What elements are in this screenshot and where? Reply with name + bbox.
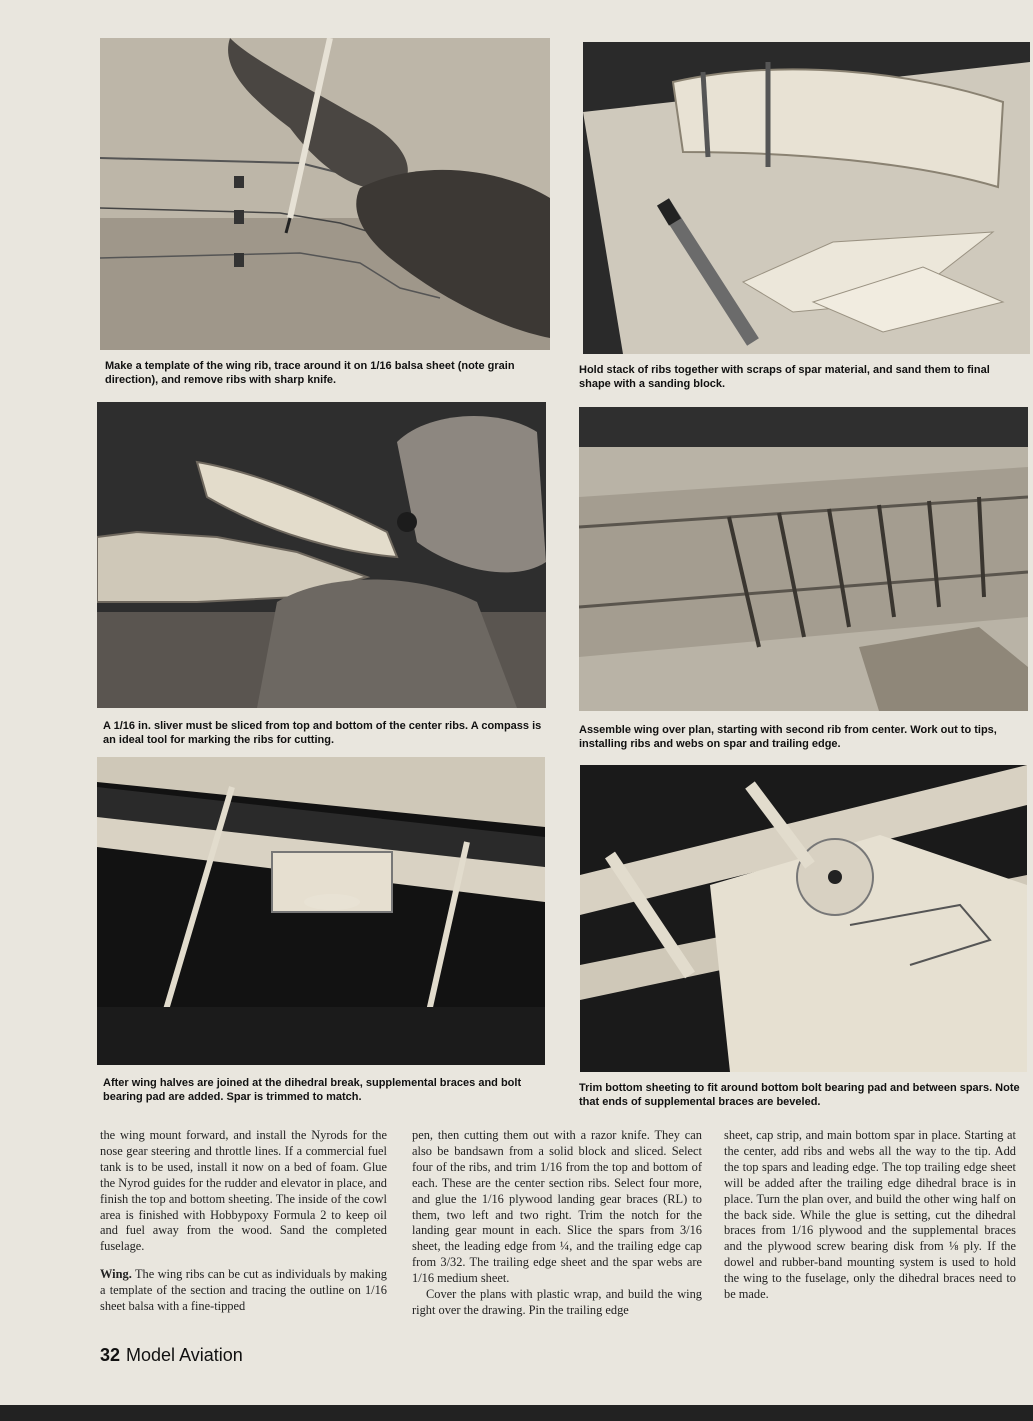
body-paragraph: the wing mount forward, and install the Nyrods for the nose gear steering and throttle lines. If a commercial fuel tank is to be used, install it now on a bed of foam. Glue the Nyrod guides for the rudder and elevator in place, and finish the top and bottom sheeting. The inside of the cowl area is finished with Hobbypoxy Formula 2 to keep oil and fuel away from the wood. Sand the completed fuselage. (100, 1128, 387, 1254)
caption-1: Make a template of the wing rib, trace around it on 1/16 balsa sheet (note grain direction), and remove ribs with sharp knife. (105, 360, 515, 386)
body-column-2 (412, 1128, 702, 1319)
photo-wing-over-plan (579, 407, 1028, 711)
body-paragraph: pen, then cutting them out with a razor knife. They can also be bandsawn from a solid block and sliced. Select four of the ribs, and trim 1/16 from the top and bottom of each. These are the center section ribs. Select four more, and glue the 1/16 plywood landing gear braces (RL) to them, two left and two right. Trim the notch for the landing gear mount in each. Slice the spars from 3/16 sheet, the leading edge from ¼, and the trailing edge cap from 3/32. The trailing edge sheet and the spar webs are 1/16 medium sheet. (412, 1128, 702, 1286)
page-number: 32 (100, 1345, 121, 1365)
caption-6: Trim bottom sheeting to fit around bottom bolt bearing pad and between spars. Note that ends of supplemental braces are beveled. (579, 1082, 1020, 1108)
photo-slicing-center-rib (97, 402, 546, 708)
photo-sanding-rib-stack (583, 42, 1030, 354)
caption-2: Hold stack of ribs together with scraps of spar material, and sand them to final shape with a sanding block. (579, 364, 990, 390)
photo-tracing-rib-template (100, 38, 550, 350)
caption-4: Assemble wing over plan, starting with second rib from center. Work out to tips, installing ribs and webs on spar and trailing edge. (579, 724, 997, 750)
body-paragraph-wing (100, 1267, 387, 1315)
scan-edge (0, 1405, 1033, 1421)
photo-bottom-sheeting (580, 765, 1027, 1072)
body-paragraph: sheet, cap strip, and main bottom spar in place. Starting at the center, add ribs and webs all the way to the tip. Add the top spars and leading edge. The top trailing edge sheet will be added after the trailing edge dihedral brace is in place. Turn the plan over, and build the other wing half on the back side. While the glue is setting, cut the dihedral braces from 1/16 plywood and the supplemental braces and the plywood screw bearing disk from ⅛ ply. If the dowel and rubber-band mounting system is used to hold the wing to the fuselage, only the dihedral braces need to be made. (724, 1128, 1016, 1302)
page-footer (100, 1345, 243, 1366)
photo-dihedral-braces (97, 757, 545, 1065)
body-paragraph: Cover the plans with plastic wrap, and build the wing right over the drawing. Pin the trailing edge (412, 1287, 702, 1317)
caption-3: A 1/16 in. sliver must be sliced from top and bottom of the center ribs. A compass is an ideal tool for marking the ribs for cutting. (103, 720, 542, 746)
wing-section-heading: Wing. (100, 1267, 132, 1282)
body-text: The wing ribs can be cut as individuals by making a template of the section and tracing the outline on 1/16 sheet balsa with a fine-tipped (100, 1267, 387, 1314)
magazine-name: Model Aviation (126, 1345, 243, 1365)
body-column-3 (724, 1128, 1016, 1303)
body-column-1 (100, 1128, 387, 1315)
caption-5: After wing halves are joined at the dihedral break, supplemental braces and bolt bearing pad are added. Spar is trimmed to match. (103, 1077, 522, 1103)
